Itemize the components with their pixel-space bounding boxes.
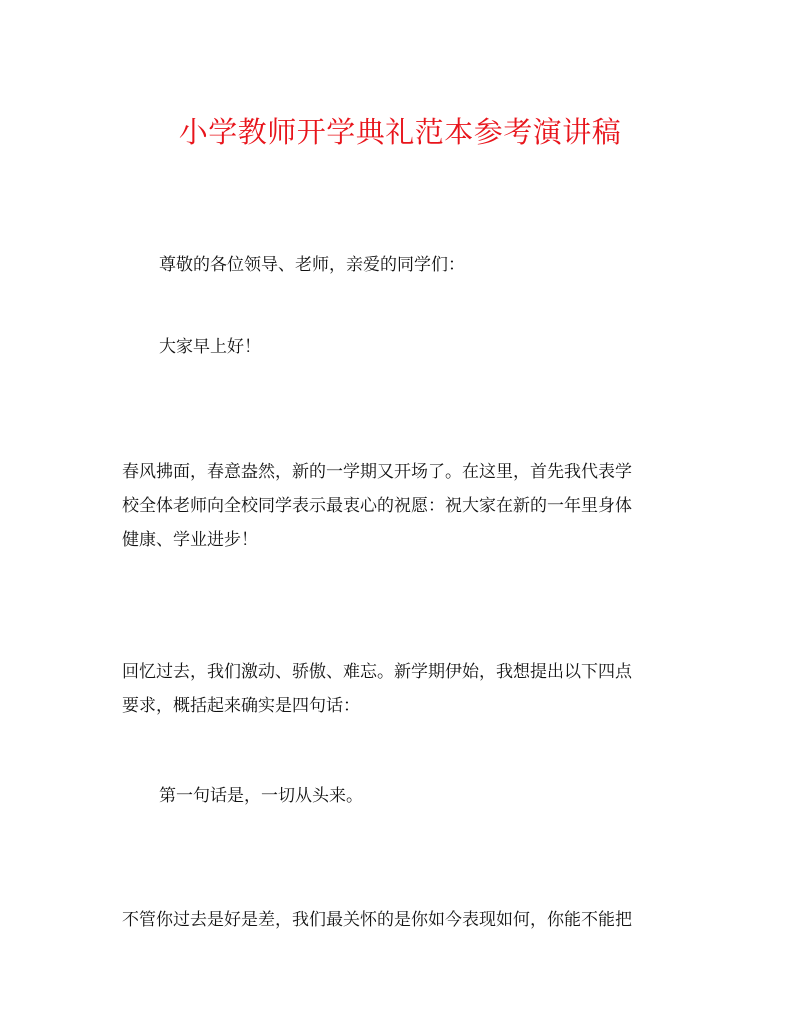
- paragraph-first-point: [159, 779, 363, 813]
- text-line: 健康、学业进步！: [122, 530, 258, 550]
- text-line: 要求，概括起来确实是四句话：: [122, 696, 360, 716]
- paragraph-opening: [122, 455, 632, 557]
- text-line: 尊敬的各位领导、老师，亲爱的同学们：: [159, 255, 465, 275]
- text-line: 校全体老师向全校同学表示最衷心的祝愿：祝大家在新的一年里身体: [122, 496, 632, 516]
- paragraph-review: [122, 655, 632, 723]
- text-line: 不管你过去是好是差，我们最关怀的是你如今表现如何，你能不能把: [122, 910, 632, 930]
- paragraph-body: [122, 903, 632, 937]
- text-line: 春风拂面，春意盎然，新的一学期又开场了。在这里，首先我代表学: [122, 462, 632, 482]
- text-line: 回忆过去，我们激动、骄傲、难忘。新学期伊始，我想提出以下四点: [122, 662, 632, 682]
- document-title: 小学教师开学典礼范本参考演讲稿: [178, 115, 622, 149]
- paragraph-salutation: [159, 248, 465, 282]
- text-line: 第一句话是，一切从头来。: [159, 786, 363, 806]
- paragraph-greeting: [159, 330, 261, 364]
- text-line: 大家早上好！: [159, 337, 261, 357]
